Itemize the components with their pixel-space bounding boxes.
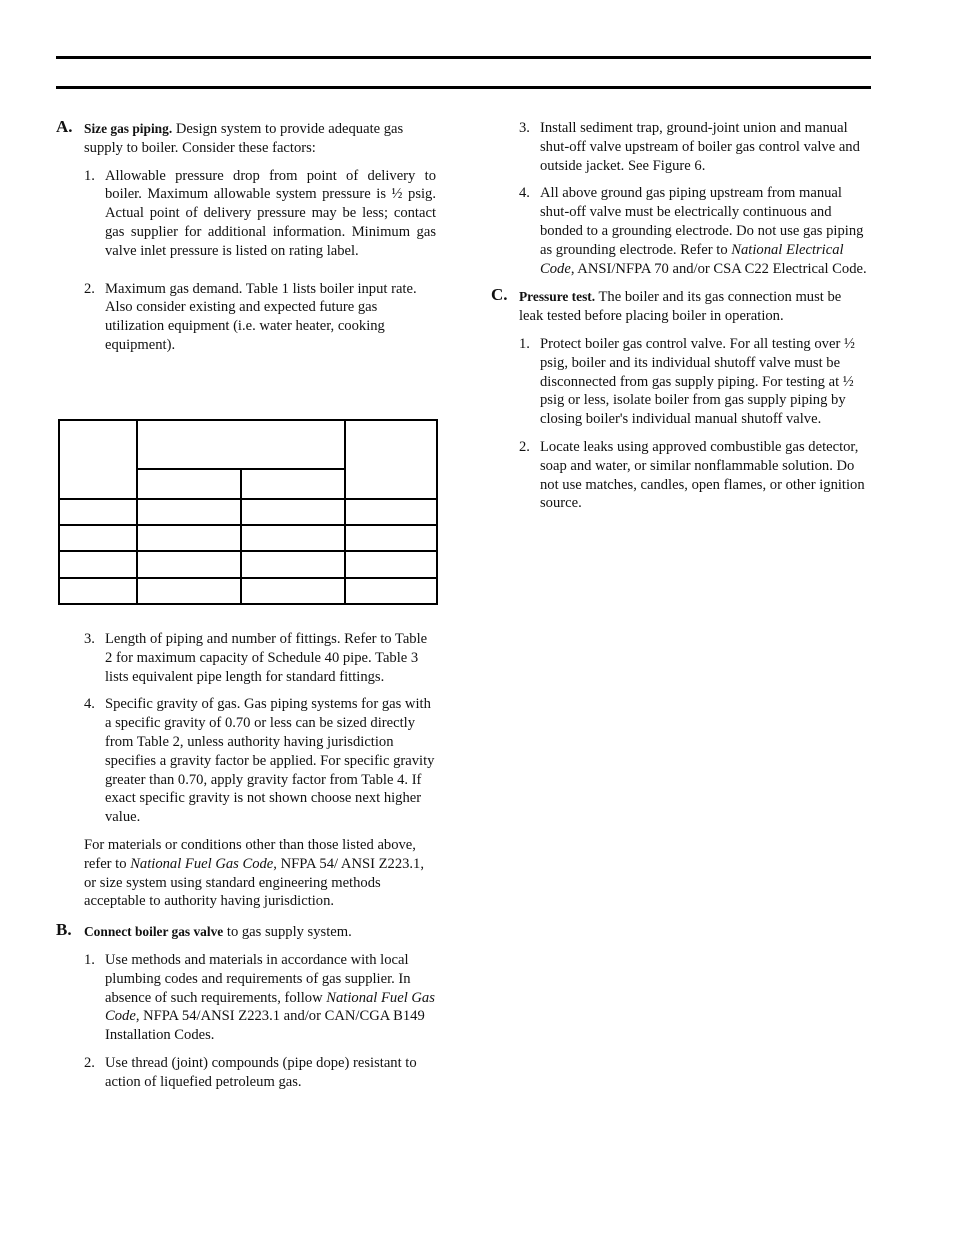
- section-a-list: [84, 167, 436, 355]
- list-item: [519, 184, 869, 278]
- item-text: Maximum gas demand. Table 1 lists boiler input rate. Also consider existing and expected future gas utilization equipment (i.e. water heater, cooking equipment).: [105, 280, 417, 353]
- section-c-title: Pressure test.: [519, 289, 596, 305]
- section-a-title: Size gas piping.: [84, 121, 173, 136]
- section-a-intro: Design system to provide adequate gas supply to boiler. Consider these factors:: [84, 121, 404, 156]
- list-item: [84, 951, 436, 1045]
- section-c-letter: C.: [491, 285, 508, 305]
- list-item: [84, 167, 436, 261]
- item-number: 2.: [519, 438, 530, 455]
- item-text: Locate leaks using approved combustible gas detector, soap and water, or similar nonflammable solution. Do not use matches, candles, open flames, or other ignition source.: [540, 438, 865, 512]
- table-cell: [241, 469, 345, 499]
- item-number: 1.: [84, 951, 95, 968]
- item-number: 3.: [84, 631, 95, 647]
- table-cell: [137, 578, 241, 604]
- list-item: [519, 119, 869, 175]
- list-item: [84, 1054, 436, 1092]
- table-cell: [137, 525, 241, 551]
- table-cell: [241, 499, 345, 525]
- item-text: Use methods and materials in accordance with local plumbing codes and requirements of gas supplier. In absence of such requirements, follow: [105, 951, 411, 1006]
- item-text: Install sediment trap, ground-joint union and manual shut-off valve upstream of boiler gas control valve and outside jacket. See Figure 6.: [540, 120, 860, 174]
- table-cell: [241, 551, 345, 577]
- section-b: [56, 920, 436, 942]
- table-cell: [345, 420, 437, 499]
- item-italic: National Fuel Gas Code: [105, 989, 435, 1025]
- top-rule: [56, 56, 871, 59]
- section-a-list-cont: [84, 630, 436, 911]
- item-text: Use thread (joint) compounds (pipe dope) resistant to action of liquefied petroleum gas.: [105, 1054, 417, 1090]
- item-italic: National Electrical Code: [540, 241, 844, 277]
- table-cell: [137, 469, 241, 499]
- closing-text: For materials or conditions other than those listed above, refer to: [84, 836, 416, 872]
- table-cell: [345, 551, 437, 577]
- section-b-list: [84, 951, 436, 1092]
- list-item: [519, 438, 869, 513]
- table-cell: [137, 551, 241, 577]
- section-a: [56, 117, 436, 158]
- table-cell: [137, 499, 241, 525]
- table-cell: [345, 525, 437, 551]
- right-column: [491, 119, 869, 513]
- item-number: 4.: [84, 696, 95, 713]
- item-text: , NFPA 54/ANSI Z223.1 and/or CAN/CGA B149 Installation Codes.: [105, 1008, 425, 1044]
- header-rule: [56, 86, 871, 89]
- table-cell: [137, 420, 345, 469]
- section-b-list-cont: [519, 119, 869, 278]
- item-number: 1.: [84, 167, 95, 184]
- item-number: 4.: [519, 185, 530, 202]
- section-c-list: [519, 335, 869, 513]
- item-text: Specific gravity of gas. Gas piping systems for gas with a specific gravity of 0.70 or less can be sized directly from Table 2, unless authority having jurisdiction specifies a gravity factor be applied. For specific gravity greater than 0.70, apply gravity factor from Table 4. If exact specific gravity is not shown choose next higher value.: [105, 696, 435, 826]
- table-cell: [59, 499, 137, 525]
- closing-text: , NFPA 54/ ANSI Z223.1, or size system using standard engineering methods acceptable to authority having jurisdiction.: [84, 855, 425, 910]
- table-cell: [59, 420, 137, 499]
- list-item: [84, 630, 436, 686]
- table-cell: [241, 525, 345, 551]
- section-b-intro: to gas supply system.: [226, 924, 352, 941]
- item-text: Allowable pressure drop from point of delivery to boiler. Maximum allowable system pressure is ½ psig. Actual point of delivery pressure may be less; contact gas supplier for additional information. Minimum gas valve inlet pressure is listed on rating label.: [105, 167, 436, 259]
- closing-italic: National Fuel Gas Code: [130, 855, 274, 872]
- list-item: [84, 280, 436, 355]
- table-cell: [59, 551, 137, 577]
- item-text: , ANSI/NFPA 70 and/or CSA C22 Electrical Code.: [570, 260, 867, 277]
- list-item: [519, 335, 869, 429]
- section-a-letter: A.: [56, 117, 73, 136]
- item-number: 2.: [84, 1054, 95, 1071]
- section-c-intro: The boiler and its gas connection must be leak tested before placing boiler in operation.: [519, 289, 842, 325]
- item-text: Length of piping and number of fittings. Refer to Table 2 for maximum capacity of Schedule 40 pipe. Table 3 lists equivalent pipe length for standard fittings.: [105, 631, 428, 685]
- section-a-closing: [84, 836, 436, 911]
- item-number: 3.: [519, 120, 530, 136]
- left-column: [56, 117, 436, 355]
- item-number: 2.: [84, 280, 95, 297]
- item-number: 1.: [519, 335, 530, 352]
- section-b-title: Connect boiler gas valve: [84, 924, 224, 940]
- blank-table: [58, 419, 438, 605]
- item-text: All above ground gas piping upstream from manual shut-off valve must be electrically continuous and bonded to a grounding electrode. Do not use gas piping as grounding electrode. Refer to: [540, 185, 864, 258]
- table-cell: [241, 578, 345, 604]
- list-item: [84, 695, 436, 827]
- table-cell: [59, 578, 137, 604]
- table-cell: [345, 499, 437, 525]
- left-column-lower: [56, 621, 436, 1092]
- table-cell: [345, 578, 437, 604]
- section-c: [491, 285, 869, 326]
- table-cell: [59, 525, 137, 551]
- item-text: Protect boiler gas control valve. For all testing over ½ psig, boiler and its individual shutoff valve must be disconnected from gas supply piping. For testing at ½ psig or less, isolate boiler from gas supply piping by closing boiler's individual manual shutoff valve.: [540, 335, 855, 428]
- section-b-letter: B.: [56, 920, 72, 940]
